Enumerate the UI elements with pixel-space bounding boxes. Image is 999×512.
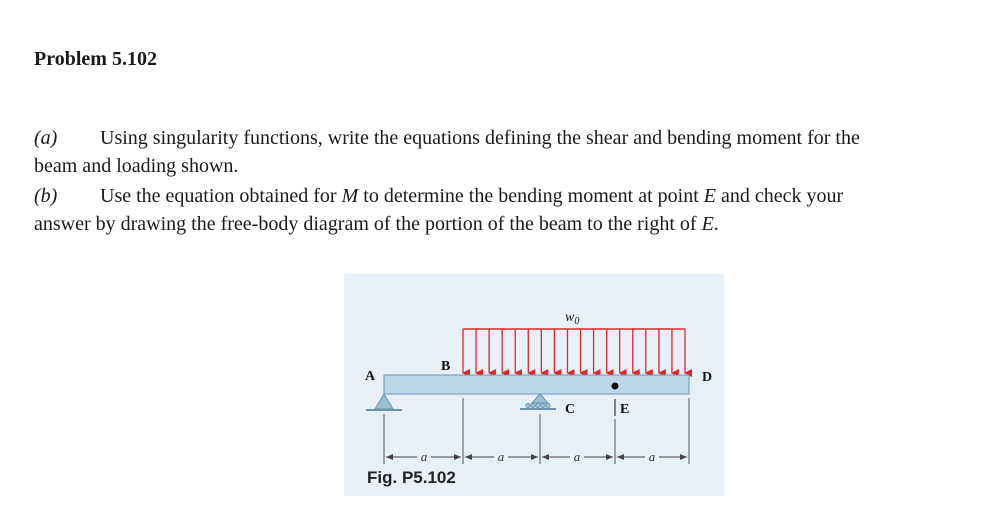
point-e-marker (612, 383, 619, 390)
dimension-a-4 (617, 449, 687, 464)
dimension-a-1 (386, 449, 461, 464)
part-a-line1: Using singularity functions, write the equations defining the shear and bending moment for the (100, 127, 860, 149)
svg-text:a: a (497, 449, 505, 464)
label-e: E (620, 402, 630, 417)
part-b-line2-pre: answer by drawing the free-body diagram of the portion of the beam to the right of (34, 213, 702, 235)
label-b: B (441, 359, 451, 374)
part-a-text (34, 124, 860, 180)
beam-diagram (344, 274, 724, 496)
part-b-var-m: M (341, 185, 359, 207)
problem-title: Problem 5.102 (34, 48, 157, 70)
beam (384, 375, 689, 394)
label-a: A (365, 369, 376, 384)
roller-support-c (532, 394, 548, 403)
part-a-tag: (a) (34, 127, 58, 149)
part-a-line2: beam and loading shown. (34, 155, 239, 177)
part-b-point-e-2: E (701, 213, 714, 235)
beam-figure (344, 274, 724, 496)
label-d: D (702, 370, 713, 385)
part-b-point-e: E (703, 185, 716, 207)
part-b-line2-end: . (713, 213, 719, 235)
distributed-load (463, 329, 685, 373)
part-b-line1-post: to determine the bending moment at point (358, 185, 704, 207)
part-b-line1-pre: Use the equation obtained for (100, 185, 342, 207)
part-b-text (34, 182, 843, 238)
svg-text:a: a (420, 449, 428, 464)
dimension-a-2 (465, 449, 538, 464)
load-label: $w_0$ (565, 310, 580, 327)
svg-text:a: a (648, 449, 656, 464)
part-b-tag: (b) (34, 185, 58, 207)
svg-text:a: a (573, 449, 581, 464)
roller-wheels (526, 403, 550, 407)
figure-caption: Fig. P5.102 (367, 468, 456, 487)
label-c: C (565, 402, 576, 417)
dimension-a-3 (542, 449, 613, 464)
pin-support-a (375, 394, 393, 409)
part-b-line1-end: and check your (715, 185, 844, 207)
